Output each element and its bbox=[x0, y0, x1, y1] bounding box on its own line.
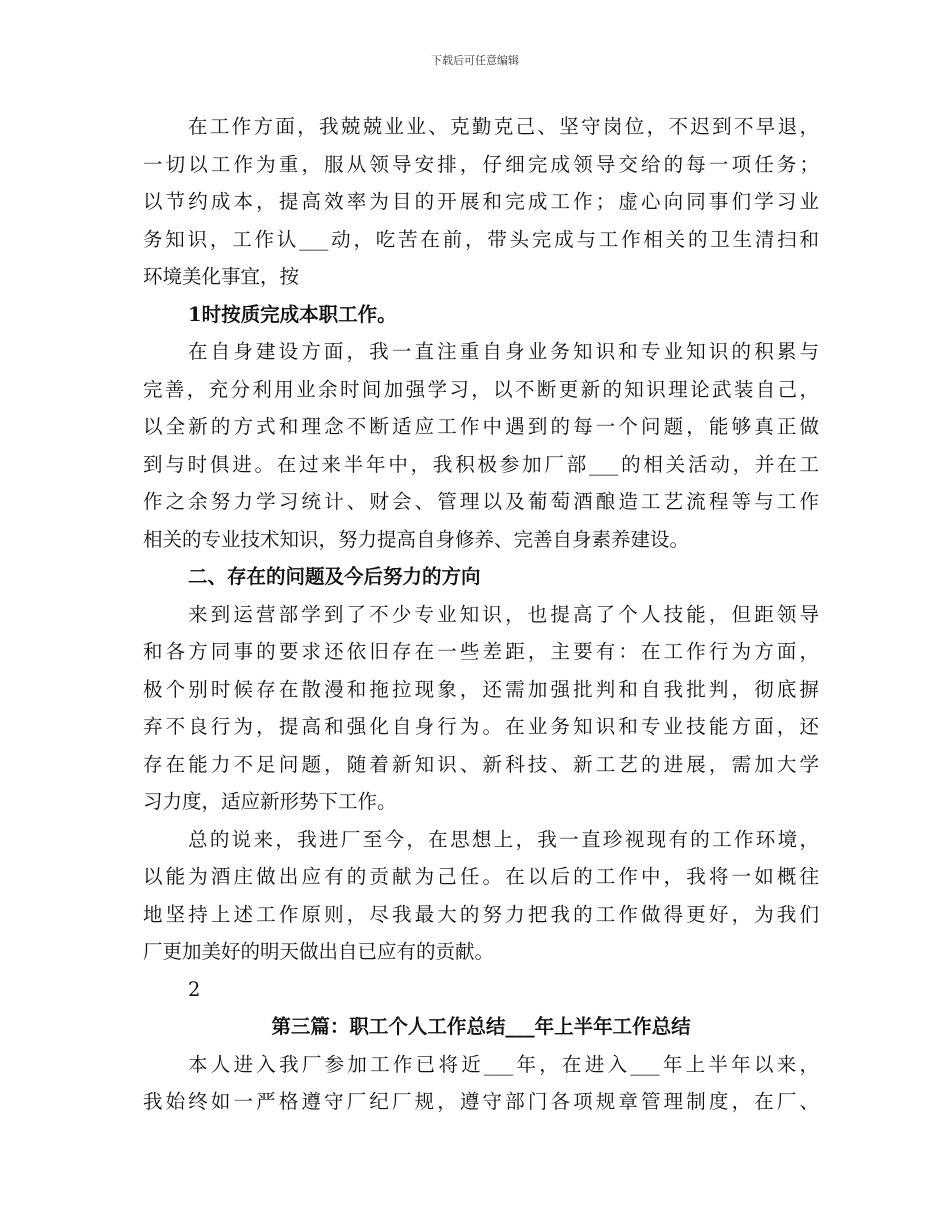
paragraph-line: 一切以工作为重，服从领导安排，仔细完成领导交给的每一项任务； bbox=[143, 152, 819, 176]
paragraph-line: 完善，充分利用业余时间加强学习，以不断更新的知识理论武装自己， bbox=[143, 377, 819, 401]
page-number-text: 2 bbox=[188, 977, 201, 1001]
paragraph-line: 以节约成本，提高效率为目的开展和完成工作；虚心向同事们学习业 bbox=[143, 190, 819, 213]
paragraph-line: 来到运营部学到了不少专业知识，也提高了个人技能，但距领导 bbox=[188, 602, 819, 626]
paragraph-line: 总的说来，我进厂至今，在思想上，我一直珍视现有的工作环境， bbox=[188, 827, 819, 851]
paragraph-line: 以全新的方式和理念不断适应工作中遇到的每一个问题，能够真正做 bbox=[143, 415, 819, 438]
paragraph-line: 到与时俱进。在过来半年中，我积极参加厂部___的相关活动，并在工 bbox=[143, 452, 819, 476]
paragraph-line: 和各方同事的要求还依旧存在一些差距，主要有：在工作行为方面， bbox=[143, 640, 819, 663]
paragraph-line: 在自身建设方面，我一直注重自身业务知识和专业知识的积累与 bbox=[188, 340, 819, 363]
paragraph-line: 存在能力不足问题，随着新知识、新科技、新工艺的进展，需加大学 bbox=[143, 752, 819, 776]
paragraph-line: 作之余努力学习统计、财会、管理以及葡萄酒酿造工艺流程等与工作 bbox=[143, 490, 819, 513]
paragraph-line: 厂更加美好的明天做出自已应有的贡献。 bbox=[143, 940, 495, 963]
paragraph-line: 环境美化事宜，按 bbox=[143, 265, 300, 288]
paragraph-line: 我始终如一严格遵守厂纪厂规，遵守部门各项规章管理制度，在厂、 bbox=[143, 1090, 819, 1113]
page-header: 下载后可任意编辑 bbox=[431, 54, 519, 67]
paragraph-line: 相关的专业技术知识，努力提高自身修养、完善自身素养建设。 bbox=[143, 527, 690, 551]
document-body bbox=[143, 108, 819, 1121]
paragraph-line: 在工作方面，我兢兢业业、克勤克己、坚守岗位，不迟到不早退， bbox=[188, 115, 819, 138]
paragraph-line: 地坚持上述工作原则，尽我最大的努力把我的工作做得更好，为我们 bbox=[143, 902, 819, 926]
paragraph-line: 极个别时候存在散漫和拖拉现象，还需加强批判和自我批判，彻底摒 bbox=[143, 677, 819, 701]
section-title: 第三篇：职工个人工作总结___年上半年工作总结 bbox=[271, 1015, 691, 1038]
paragraph-line: 务知识，工作认___动，吃苦在前，带头完成与工作相关的卫生清扫和 bbox=[143, 227, 819, 251]
paragraph-line: 以能为酒庄做出应有的贡献为己任。在以后的工作中，我将一如概往 bbox=[143, 865, 819, 888]
bold-line: 1时按质完成本职工作。 bbox=[188, 302, 397, 326]
paragraph-line: 本人进入我厂参加工作已将近___年，在进入___年上半年以来， bbox=[188, 1052, 819, 1076]
paragraph-line: 习力度，适应新形势下工作。 bbox=[143, 790, 397, 813]
section-heading: 二、存在的问题及今后努力的方向 bbox=[188, 565, 481, 588]
paragraph-line: 弃不良行为，提高和强化自身行为。在业务知识和专业技能方面，还 bbox=[143, 715, 819, 738]
